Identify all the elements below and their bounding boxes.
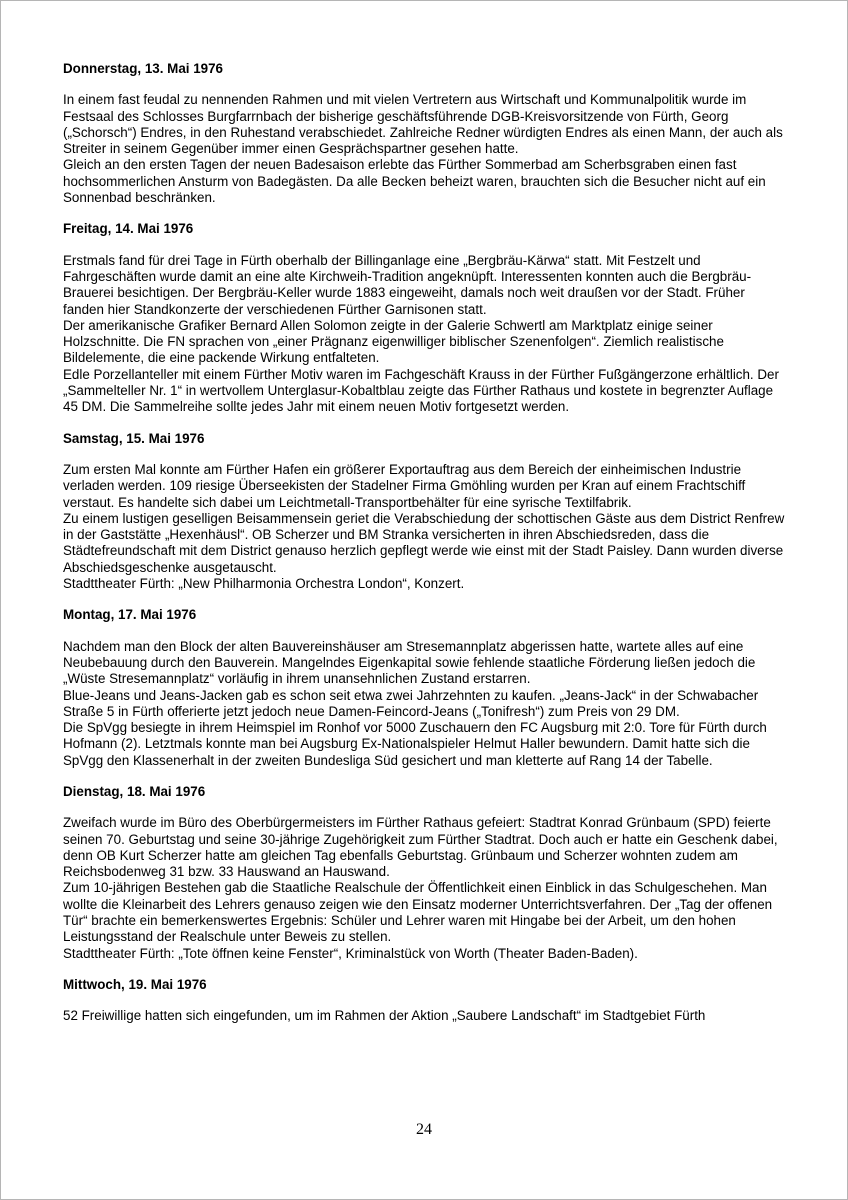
section-samstag-15-mai (63, 431, 785, 593)
paragraph: Erstmals fand für drei Tage in Fürth oberhalb der Billinganlage eine „Bergbräu-Kärwa“ statt. Mit Festzelt und Fahrgeschäften wurde damit an eine alte Kirchweih-Tradition angeknüpft. Interessenten konnten auch die Bergbräu-Brauerei besichtigen. Der Bergbräu-Keller wurde 1883 eingeweiht, damals noch weit draußen vor der Stadt. Früher fanden hier Standkonzerte der verschiedenen Fürther Garnisonen statt. (63, 252, 752, 317)
paragraph: Zum ersten Mal konnte am Fürther Hafen ein größerer Exportauftrag aus dem Bereich der einheimischen Industrie verladen werden. 109 riesige Überseekisten der Stadelner Firma Gmöhling wurden per Kran auf einem Frachtschiff verstaut. Es handelte sich dabei um Leichtmetall-Transportbehälter für eine syrische Textilfabrik. (63, 461, 746, 510)
section-donnerstag-13-mai (63, 61, 785, 206)
section-freitag-14-mai (63, 221, 785, 415)
paragraph: Edle Porzellanteller mit einem Fürther Motiv waren im Fachgeschäft Krauss in der Fürther Fußgängerzone erhältlich. Der „Sammelteller Nr. 1“ in wertvollem Unterglasur-Kobaltblau zeigte das Fürther Rathaus und kostete in begrenzter Auflage 45 DM. Die Sammelreihe sollte jedes Jahr mit einem neuen Motiv fortgesetzt werden. (63, 366, 779, 415)
paragraph: Zum 10-jährigen Bestehen gab die Staatliche Realschule der Öffentlichkeit einen Einblick in das Schulgeschehen. Man wollte die Kleinarbeit des Lehrers genauso zeigen wie den Einsatz moderner Unterrichtsverfahren. Der „Tag der offenen Tür“ brachte ein bemerkenswertes Ergebnis: Schüler und Lehrer waren mit Hingabe bei der Arbeit, um den hohen Leistungsstand der Realschule unter Beweis zu stellen. (63, 880, 773, 945)
paragraph: 52 Freiwillige hatten sich eingefunden, um im Rahmen der Aktion „Saubere Landschaft“ im Stadtgebiet Fürth (63, 1008, 706, 1024)
document-content (1, 1, 847, 1025)
section-heading: Dienstag, 18. Mai 1976 (63, 783, 206, 799)
section-heading: Montag, 17. Mai 1976 (63, 607, 197, 623)
section-dienstag-18-mai (63, 784, 785, 962)
paragraph: Zu einem lustigen geselligen Beisammensein geriet die Verabschiedung der schottischen Gäste aus dem District Renfrew in der Gaststätte „Hexenhäusl“. OB Scherzer und BM Stranka versicherten in ihren Abschiedsreden, dass die Städtefreundschaft mit dem District genauso herzlich gepflegt werde wie einst mit der Stadt Paisley. Dann wurden diverse Abschiedsgeschenke ausgetauscht. (63, 510, 785, 575)
paragraph: Stadttheater Fürth: „Tote öffnen keine Fenster“, Kriminalstück von Worth (Theater Baden-Baden). (63, 945, 638, 961)
paragraph: Der amerikanische Grafiker Bernard Allen Solomon zeigte in der Galerie Schwertl am Marktplatz einige seiner Holzschnitte. Die FN sprachen von „einer Prägnanz eigenwilliger biblischer Szenenfolgen“. Ziemlich realistische Bildelemente, die eine packende Wirkung entfalteten. (63, 317, 724, 366)
section-heading: Donnerstag, 13. Mai 1976 (63, 61, 224, 76)
paragraph: Gleich an den ersten Tagen der neuen Badesaison erlebte das Fürther Sommerbad am Scherbsgraben einen fast hochsommerlichen Ansturm von Badegästen. Da alle Becken beheizt waren, brauchten sich die Besucher nicht auf ein Sonnenbad beschränken. (63, 157, 766, 206)
section-montag-17-mai (63, 607, 785, 769)
paragraph: Stadttheater Fürth: „New Philharmonia Orchestra London“, Konzert. (63, 576, 465, 592)
section-heading: Freitag, 14. Mai 1976 (63, 221, 194, 237)
paragraph: Die SpVgg besiegte in ihrem Heimspiel im Ronhof vor 5000 Zuschauern den FC Augsburg mit 2:0. Tore für Fürth durch Hofmann (2). Letztmals konnte man bei Augsburg Ex-Nationalspieler Helmut Haller bewundern. Damit hatte sich die SpVgg den Klassenerhalt in der zweiten Bundesliga Süd gesichert und man kletterte auf Rang 14 der Tabelle. (63, 720, 767, 768)
page-number: 24 (416, 1121, 432, 1138)
section-heading: Mittwoch, 19. Mai 1976 (63, 976, 207, 992)
paragraph: Blue-Jeans und Jeans-Jacken gab es schon seit etwa zwei Jahrzehnten zu kaufen. „Jeans-Jack“ in der Schwabacher Straße 5 in Fürth offerierte jetzt jedoch neue Damen-Feincord-Jeans („Tonifresh“) zum Preis von 29 DM. (63, 687, 759, 719)
paragraph: In einem fast feudal zu nennenden Rahmen und mit vielen Vertretern aus Wirtschaft und Kommunalpolitik wurde im Festsaal des Schlosses Burgfarrnbach der bisherige geschäftsführende DGB-Kreisvorsitzende von Fürth, Georg („Schorsch“) Endres, in den Ruhestand verabschiedet. Zahlreiche Redner würdigten Endres als einen Mann, der auch als Streiter in seinem Gegenüber immer einen Gesprächspartner gesehen hatte. (63, 92, 783, 157)
section-heading: Samstag, 15. Mai 1976 (63, 430, 205, 446)
section-mittwoch-19-mai (63, 977, 785, 1025)
paragraph: Nachdem man den Block der alten Bauvereinshäuser am Stresemannplatz abgerissen hatte, wartete alles auf eine Neubebauung durch den Bauverein. Mangelndes Eigenkapital sowie fehlende staatliche Förderung ließen jedoch die „Wüste Stresemannplatz“ vorläufig in ihrem unansehnlichen Zustand erstarren. (63, 638, 756, 687)
paragraph: Zweifach wurde im Büro des Oberbürgermeisters im Fürther Rathaus gefeiert: Stadtrat Konrad Grünbaum (SPD) feierte seinen 70. Geburtstag und seine 30-jährige Zugehörigkeit zum Fürther Stadtrat. Doch auch er hatte ein Geschenk dabei, denn OB Kurt Scherzer hatte am gleichen Tag ebenfalls Geburtstag. Grünbaum und Scherzer wohnten zudem am Reichsbodenweg 31 bzw. 33 Hauswand an Hauswand. (63, 815, 778, 880)
